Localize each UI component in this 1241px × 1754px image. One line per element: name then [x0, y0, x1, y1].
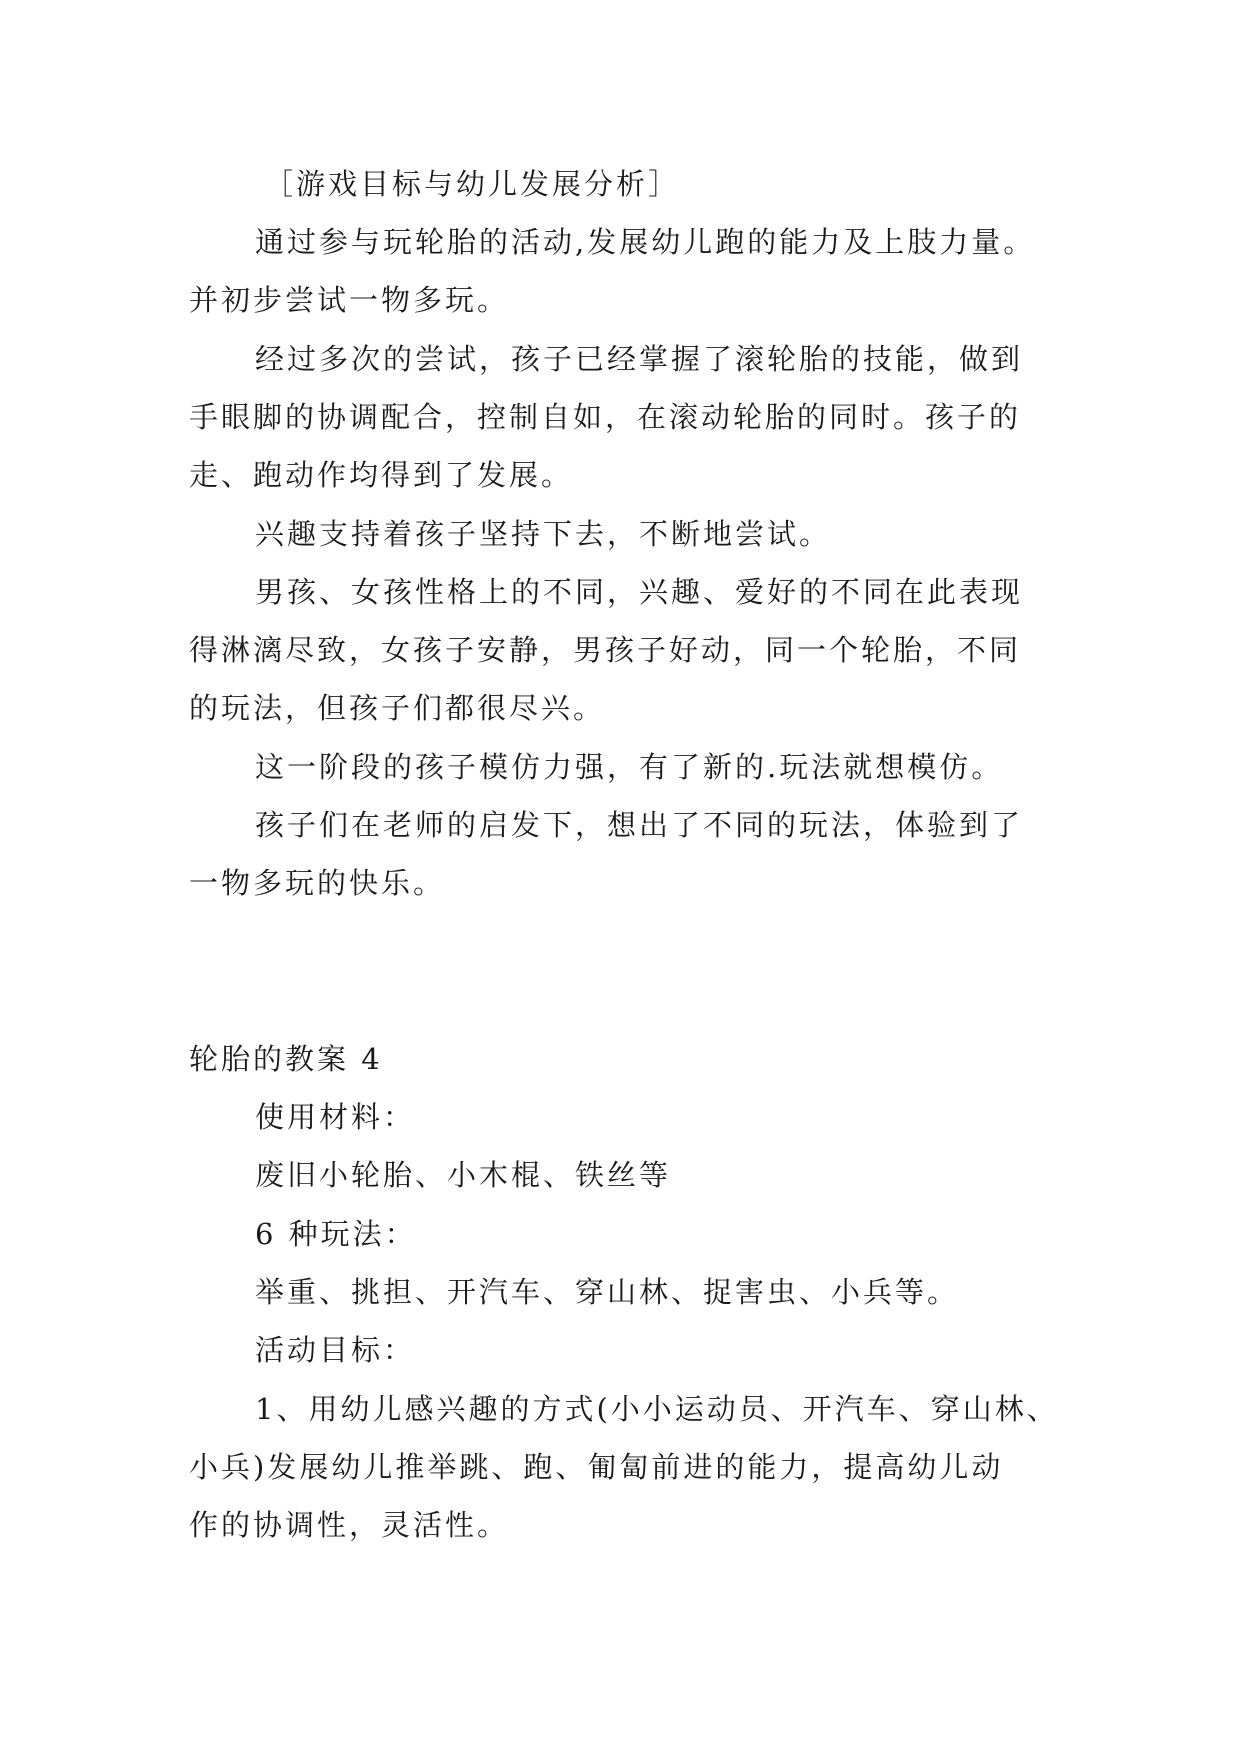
materials-label: 使用材料： [255, 1100, 416, 1134]
materials-list: 废旧小轮胎、小木棍、铁丝等 [255, 1158, 672, 1192]
paragraph-line: 手眼脚的协调配合，控制自如，在滚动轮胎的同时。孩子的 [189, 400, 1022, 434]
paragraph-line: 兴趣支持着孩子坚持下去，不断地尝试。 [255, 517, 832, 551]
section-heading: ［游戏目标与幼儿发展分析］ [264, 167, 681, 201]
methods-list: 举重、挑担、开汽车、穿山林、捉害虫、小兵等。 [255, 1275, 960, 1309]
goal-line: 小兵)发展幼儿推举跳、跑、匍匐前进的能力，提高幼儿动 [189, 1450, 1004, 1484]
lesson-title: 轮胎的教案 4 [189, 1042, 383, 1076]
paragraph-line: 孩子们在老师的启发下，想出了不同的玩法，体验到了 [255, 808, 1024, 842]
methods-label: 6 种玩法： [255, 1217, 417, 1251]
paragraph-line: 男孩、女孩性格上的不同，兴趣、爱好的不同在此表现 [255, 575, 1024, 609]
goal-line: 作的协调性，灵活性。 [189, 1508, 510, 1542]
paragraph-line: 的玩法，但孩子们都很尽兴。 [189, 691, 606, 725]
goals-label: 活动目标： [255, 1333, 416, 1367]
goal-line: 1、用幼儿感兴趣的方式(小小运动员、开汽车、穿山林、 [255, 1392, 1059, 1426]
paragraph-line: 得淋漓尽致，女孩子安静，男孩子好动，同一个轮胎，不同 [189, 633, 1022, 667]
paragraph-line: 并初步尝试一物多玩。 [189, 283, 510, 317]
paragraph-line: 一物多玩的快乐。 [189, 866, 446, 900]
paragraph-line: 通过参与玩轮胎的活动,发展幼儿跑的能力及上肢力量。 [255, 225, 1036, 259]
paragraph-line: 走、跑动作均得到了发展。 [189, 458, 574, 492]
paragraph-line: 这一阶段的孩子模仿力强，有了新的.玩法就想模仿。 [255, 750, 1004, 784]
paragraph-line: 经过多次的尝试，孩子已经掌握了滚轮胎的技能，做到 [255, 342, 1024, 376]
